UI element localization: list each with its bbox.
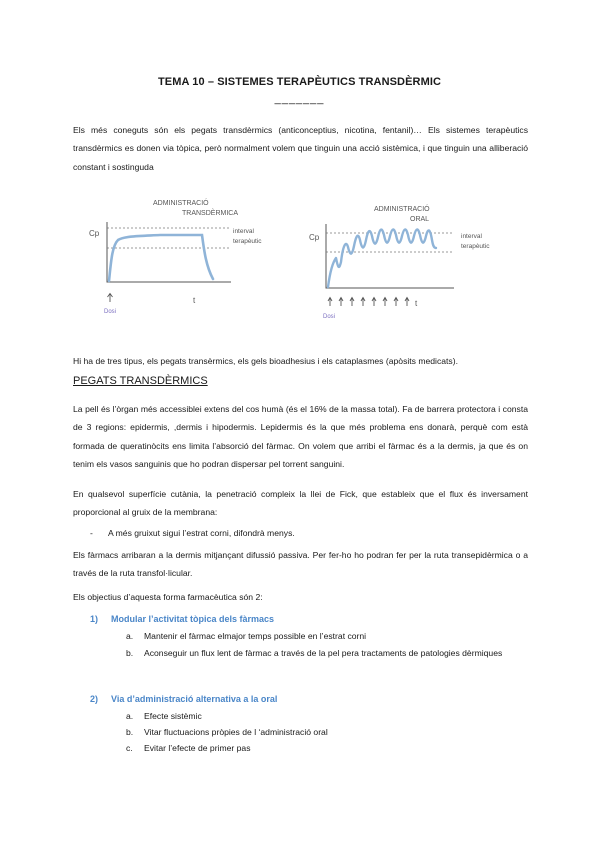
passive-diffusion-paragraph: Els fàrmacs arribaran a la dermis mitjançant difussió passiva. Per fer-ho ho podran fer per la ruta transepidèrmica o a través de la ruta transfol·licular. (73, 550, 528, 579)
plasma-concentration-figure (0, 0, 599, 340)
title-underline: _______ (274, 93, 325, 105)
objective-2-heading (90, 694, 277, 704)
objective-2-number: 2) (90, 694, 99, 704)
right-time-label: t (415, 299, 418, 308)
objective-1-heading (90, 614, 274, 624)
objective-1-number: 1) (90, 614, 99, 624)
bullet-text: A més gruixut sigui l’estrat corni, difondrà menys. (108, 528, 295, 538)
item-text: Efecte sistèmic (144, 711, 202, 721)
objective-1-title: Modular l’activitat tòpica dels fàrmacs (111, 614, 275, 624)
page-title: TEMA 10 – SISTEMES TERAPÈUTICS TRANSDÈRMIC (157, 76, 442, 88)
left-graph-title-line2: TRANSDÈRMICA (182, 210, 239, 217)
bullet-item (90, 528, 295, 538)
right-band-label-line2: terapèutic (461, 243, 490, 250)
skin-paragraph: La pell és l’òrgan més accessiblei extens del cos humà (és el 16% de la massa total). Fa de barrera protectora i consta de 3 regions: epidermis, ,dermis i hipodermis. Lepidermis és la que més problema ens donarà, perquè com està formada de queratinòcits ens limita l’absorció del fàrmac. On volem que arribi el fàrmac és a la dermis, ja que és on tenim els vasos sanguinis que ho podran dispersar pel torrent sanguini. (73, 404, 528, 469)
item-text: Evitar l’efecte de primer pas (144, 743, 251, 753)
objective-2-title: Via d’administració alternativa a la oral (111, 694, 278, 704)
left-axes (107, 222, 231, 282)
left-y-label: Cp (89, 229, 100, 238)
right-y-label: Cp (309, 233, 320, 242)
objective-2-item-b (126, 725, 528, 740)
right-dose-arrows (328, 298, 409, 307)
left-concentration-curve (109, 235, 213, 281)
item-letter: a. (126, 711, 134, 721)
right-dose-label: Dosi (323, 314, 336, 320)
item-letter: c. (126, 743, 133, 753)
transdermal-graph (89, 198, 262, 315)
fick-paragraph: En qualsevol superfície cutània, la penetració compleix la llei de Fick, que estableix que el flux és inversament proporcional al gruix de la membrana: (73, 489, 528, 518)
item-letter: b. (126, 648, 134, 658)
objective-1-item-a (126, 629, 528, 644)
item-text: Vitar fluctuacions pròpies de l ‘administració oral (144, 727, 328, 737)
objective-2-item-a (126, 709, 528, 724)
objective-2-item-c (126, 741, 528, 756)
left-dose-label: Dosi (104, 309, 117, 315)
left-graph-title-line1: ADMINISTRACIÓ (153, 200, 209, 207)
section-heading: PEGATS TRANSDÈRMICS (73, 375, 208, 387)
item-letter: a. (126, 631, 134, 641)
right-concentration-curve (328, 229, 436, 287)
item-text: Aconseguir un flux lent de fàrmac a través de la pel pera tractaments de patologies dèrmiques (144, 648, 503, 658)
left-band-label-line1: interval (233, 228, 254, 235)
objectives-intro: Els objectius d’aquesta forma farmacèutica són 2: (73, 592, 263, 602)
left-dose-arrow (108, 294, 113, 303)
right-band-label-line1: interval (461, 233, 482, 240)
objective-1-item-b (126, 646, 528, 661)
bullet-dash: - (90, 528, 93, 538)
right-graph-title-line2: ORAL (410, 216, 430, 223)
item-letter: b. (126, 727, 134, 737)
left-time-label: t (193, 296, 196, 305)
oral-graph (309, 204, 490, 320)
item-text: Mantenir el fàrmac elmajor temps possible en l’estrat corni (144, 631, 367, 641)
left-band-label-line2: terapèutic (233, 238, 262, 245)
right-graph-title-line1: ADMINISTRACIÓ (374, 206, 430, 213)
intro-paragraph: Els més coneguts són els pegats transdèrmics (anticonceptius, nicotina, fentanil)… Els sistemes terapèutics transdèrmics es donen via tòpica, però normalment volem que tinguin una acció sistèmica, i que tinguin una alliberació constant i sostinguda (73, 125, 528, 172)
types-sentence: Hi ha de tres tipus, els pegats transèrmics, els gels bioadhesius i els cataplasmes (apòsits medicats). (73, 356, 458, 366)
